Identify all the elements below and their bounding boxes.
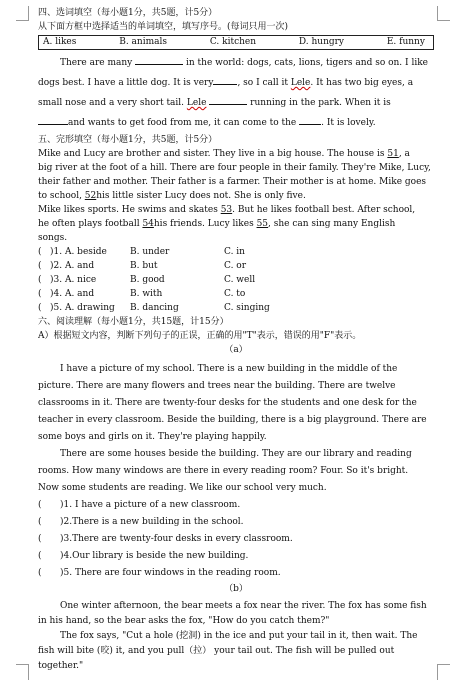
blank[interactable] [38, 115, 68, 125]
blank-55[interactable]: 55 [256, 219, 269, 229]
passage-line: classrooms in it. There are twenty-four desks for the students and one desk for the [38, 398, 417, 408]
section-6-title: 六、阅读理解（每小题1分，共15题，计15分） [38, 317, 229, 327]
option-row[interactable]: ( )5. A. drawing B. dancing C. singing [38, 303, 270, 313]
word-option: A. likes [43, 37, 77, 47]
corner-mark [16, 664, 29, 665]
blank[interactable] [299, 115, 321, 125]
blank[interactable] [209, 95, 247, 105]
blank-53[interactable]: 53 [220, 205, 233, 215]
section-4-title: 四、选词填空（每小题1分，共5题，计5分） [38, 8, 218, 18]
passage-line: Mike likes sports. He swims and skates 53. But he likes football best. After school, [38, 205, 416, 215]
section-4-instruction: 从下面方框中选择适当的单词填空，填写序号。(每词只用一次) [38, 22, 289, 32]
option-row[interactable]: ( )3. A. nice B. good C. well [38, 275, 256, 285]
passage-line: The fox says, "Cut a hole (挖洞) in the ice and put your tail in it, then wait. The [60, 631, 418, 641]
passage-line: dogs best. I have a little dog. It is very , so I call it Lele. It has two big eyes, a [38, 73, 434, 93]
passage-line: There are some houses beside the building. They are our library and reading [60, 449, 412, 459]
passage-line: in his hand, so the bear asks the fox, "How do you catch them?" [38, 616, 330, 626]
option-row[interactable]: ( )4. A. and B. with C. to [38, 289, 246, 299]
passage-b-label: （b） [224, 584, 248, 594]
passage-line: to school, 52his little sister Lucy does not. She is only five. [38, 191, 306, 201]
passage-line: One winter afternoon, the bear meets a fox near the river. The fox has some fish [60, 601, 427, 611]
passage-line: rooms. How many windows are there in every reading room? Four. So it's bright. [38, 466, 409, 476]
passage-line: fish will bite (咬) it, and you pull（拉） your tail out. The fish will be pulled out [38, 646, 395, 656]
blank[interactable] [135, 55, 183, 65]
blank-52[interactable]: 52 [84, 191, 97, 201]
option-row[interactable]: ( )2. A. and B. but C. or [38, 261, 247, 271]
passage-line: songs. [38, 233, 68, 243]
passage-line: There are many in the world: dogs, cats, lions, tigers and so on. I like [38, 53, 434, 73]
word-option: C. kitchen [209, 37, 257, 47]
corner-mark [16, 20, 29, 21]
corner-mark [437, 6, 438, 20]
passage-line: and wants to get food from me, it can come to the . It is lovely. [38, 113, 434, 133]
word-bank-box [38, 35, 434, 50]
passage-a-label: （a） [224, 345, 248, 355]
passage-line: teacher in every classroom. Beside the building, there is a big playground. There are [38, 415, 427, 425]
section-5-title: 五、完形填空（每小题1分，共5题，计5分） [38, 135, 218, 145]
corner-mark [437, 20, 450, 21]
word-option: E. funny [386, 37, 425, 47]
section-6-instruction: A）根据短文内容，判断下列句子的正误，正确的用"T"表示，错误的用"F"表示。 [38, 331, 362, 341]
judge-row[interactable]: ( )5. There are four windows in the reading room. [38, 568, 281, 578]
corner-mark [28, 6, 29, 20]
passage-line: their father and mother. Their father is a farmer. Their mother is at home. Mike goes [38, 177, 427, 187]
passage-line: Mike and Lucy are brother and sister. They live in a big house. The house is 51, a [38, 149, 410, 159]
judge-row[interactable]: ( )4.Our library is beside the new building. [38, 551, 249, 561]
blank[interactable] [213, 75, 237, 85]
word-option: D. hungry [298, 37, 345, 47]
judge-row[interactable]: ( )2.There is a new building in the school. [38, 517, 244, 527]
exam-page [38, 6, 434, 674]
word-option: B. animals [119, 37, 167, 47]
passage-line: big river at the foot of a hill. There are four people in their family. They're Mike, Lucy, [38, 163, 431, 173]
passage-line: small nose and a very short tail. Lele running in the park. When it is [38, 93, 434, 113]
passage-line: he often plays football 54his friends. Lucy likes 55, she can sing many English [38, 219, 396, 229]
passage-line: Now some students are reading. We like our school very much. [38, 483, 327, 493]
passage-line: picture. There are many flowers and trees near the building. There are twelve [38, 381, 396, 391]
option-row[interactable]: ( )1. A. beside B. under C. in [38, 247, 245, 257]
judge-row[interactable]: ( )1. I have a picture of a new classroom. [38, 500, 241, 510]
passage-line: together." [38, 661, 84, 671]
passage-line: some boys and girls on it. They're playing happily. [38, 432, 267, 442]
corner-mark [28, 664, 29, 680]
passage-line: I have a picture of my school. There is a new building in the middle of the [60, 364, 398, 374]
blank-51[interactable]: 51 [387, 149, 399, 159]
blank-54[interactable]: 54 [142, 219, 154, 229]
corner-mark [437, 664, 450, 665]
judge-row[interactable]: ( )3.There are twenty-four desks in every classroom. [38, 534, 293, 544]
corner-mark [437, 664, 438, 680]
